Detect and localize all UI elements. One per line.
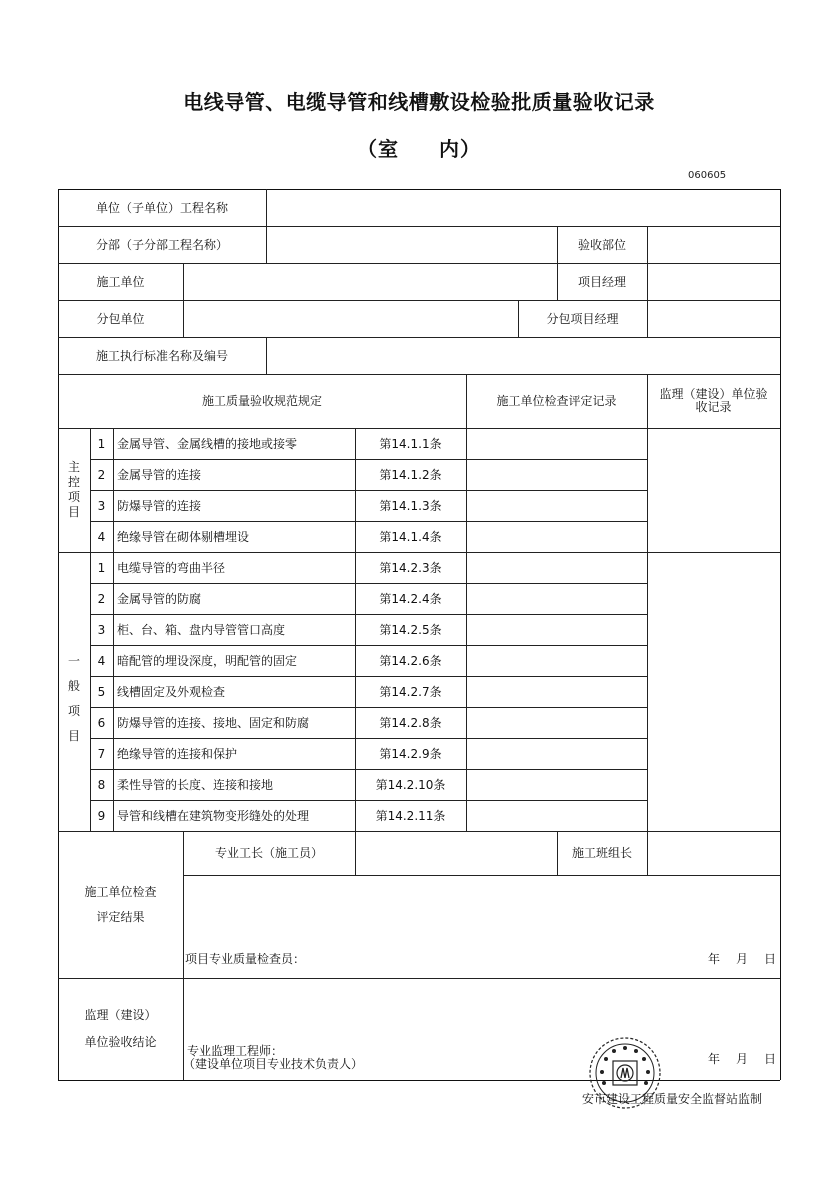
supervision-label-line1: 监理（建设） <box>84 1008 157 1022</box>
row-record-field[interactable] <box>467 800 647 831</box>
row-item: 金属导管、金属线槽的接地或接零 <box>117 436 298 451</box>
row-clause: 第14.2.3条 <box>379 560 442 575</box>
row-clause: 第14.1.3条 <box>379 498 442 513</box>
general-items-group-label <box>58 552 90 831</box>
constructor-record-header: 施工单位检查评定记录 <box>496 394 617 408</box>
row-clause: 第14.2.4条 <box>379 591 442 606</box>
project-manager-label: 项目经理 <box>577 274 626 289</box>
row-record-field[interactable] <box>467 738 647 769</box>
supervision-conclusion-field[interactable] <box>184 979 780 1041</box>
row-clause: 第14.1.2条 <box>379 467 442 482</box>
construction-check-result-field[interactable] <box>184 876 780 946</box>
supervision-label <box>58 978 183 1080</box>
construction-check-label-line1: 施工单位检查 <box>84 884 157 899</box>
division-label: 分部（子分部工程名称） <box>95 237 228 252</box>
unit-project-name-label: 单位（子单位）工程名称 <box>95 200 228 215</box>
row-number: 1 <box>97 560 106 575</box>
row-clause: 第14.2.6条 <box>379 653 442 668</box>
row-record-field[interactable] <box>467 583 647 614</box>
row-record-field[interactable] <box>467 707 647 738</box>
row-clause: 第14.1.4条 <box>379 529 442 544</box>
subcontractor-field[interactable] <box>184 300 518 337</box>
row-record-field[interactable] <box>467 428 647 459</box>
construction-unit-field[interactable] <box>184 263 557 300</box>
row-number: 2 <box>97 467 106 482</box>
row-number: 6 <box>97 715 106 730</box>
group-char: 控 <box>67 475 80 489</box>
form-code: 060605 <box>688 170 727 181</box>
row-record-field[interactable] <box>467 552 647 583</box>
project-manager-field[interactable] <box>648 263 780 300</box>
row-number: 3 <box>97 498 106 513</box>
construction-check-label-line2: 评定结果 <box>96 909 145 924</box>
foreman-field[interactable] <box>356 831 557 875</box>
subtitle-close: 内） <box>439 137 481 161</box>
row-item: 线槽固定及外观检查 <box>117 684 226 699</box>
foreman-label: 专业工长（施工员） <box>214 846 323 860</box>
form-title: 电线导管、电缆导管和线槽敷设检验批质量验收记录 <box>183 90 655 114</box>
row-item: 导管和线槽在建筑物变形缝处的处理 <box>117 808 310 823</box>
supervision-label-line2: 单位验收结论 <box>84 1035 157 1049</box>
row-clause: 第14.2.9条 <box>379 746 442 761</box>
supervisor-record-header <box>647 374 780 428</box>
row-number: 1 <box>97 436 106 451</box>
group-char: 项 <box>67 490 80 504</box>
row-number: 9 <box>97 808 106 823</box>
division-field[interactable] <box>267 226 557 263</box>
main-items-supervisor-record-field[interactable] <box>648 428 780 552</box>
supervisor-record-header-line1: 监理（建设）单位验 <box>659 387 768 401</box>
group-char: 项 <box>67 703 80 718</box>
main-items-group-label <box>58 428 90 552</box>
team-leader-label: 施工班组长 <box>571 846 632 860</box>
group-char: 一 <box>67 653 80 668</box>
general-items-supervisor-record-field[interactable] <box>648 552 780 831</box>
row-item: 暗配管的埋设深度，明配管的固定 <box>117 653 298 668</box>
row-record-field[interactable] <box>467 490 647 521</box>
acceptance-part-field[interactable] <box>648 226 780 263</box>
row-number: 2 <box>97 591 106 606</box>
row-clause: 第14.2.8条 <box>379 715 442 730</box>
group-char: 主 <box>67 460 80 474</box>
row-item: 防爆导管的连接、接地、固定和防腐 <box>117 715 310 730</box>
row-record-field[interactable] <box>467 645 647 676</box>
row-number: 8 <box>97 777 106 792</box>
row-record-field[interactable] <box>467 769 647 800</box>
row-item: 柜、台、箱、盘内导管管口高度 <box>117 622 286 637</box>
row-record-field[interactable] <box>467 521 647 552</box>
row-item: 金属导管的防腐 <box>117 591 202 606</box>
unit-project-name-field[interactable] <box>267 189 780 226</box>
row-clause: 第14.2.10条 <box>375 777 446 792</box>
standard-label: 施工执行标准名称及编号 <box>95 348 228 363</box>
supervision-date: 年 月 日 <box>708 1052 779 1066</box>
row-number: 7 <box>97 746 106 761</box>
row-number: 3 <box>97 622 106 637</box>
group-char: 般 <box>67 678 80 693</box>
quality-inspector-label: 项目专业质量检查员： <box>185 952 306 966</box>
subcontractor-label: 分包单位 <box>96 311 145 326</box>
row-clause: 第14.2.5条 <box>379 622 442 637</box>
standard-field[interactable] <box>267 337 780 374</box>
sub-project-manager-field[interactable] <box>648 300 780 337</box>
construction-check-label <box>58 831 183 978</box>
row-number: 4 <box>97 529 106 544</box>
row-item: 柔性导管的长度、连接和接地 <box>117 777 274 792</box>
row-record-field[interactable] <box>467 459 647 490</box>
row-clause: 第14.2.7条 <box>379 684 442 699</box>
construction-tech-lead-label: （建设单位项目专业技术负责人） <box>183 1056 364 1071</box>
row-number: 5 <box>97 684 106 699</box>
form-subtitle <box>0 133 838 162</box>
row-clause: 第14.1.1条 <box>379 436 442 451</box>
row-item: 金属导管的连接 <box>117 467 202 482</box>
sub-project-manager-label: 分包项目经理 <box>546 311 619 326</box>
supervising-engineer-label: 专业监理工程师： <box>187 1043 284 1058</box>
group-char: 目 <box>67 505 80 519</box>
team-leader-field[interactable] <box>648 831 780 875</box>
issuer-footer: 安市建设工程质量安全监督站监制 <box>582 1092 763 1106</box>
row-number: 4 <box>97 653 106 668</box>
subtitle-open: （室 <box>357 137 399 161</box>
row-item: 绝缘导管的连接和保护 <box>117 746 238 761</box>
construction-check-date: 年 月 日 <box>708 952 779 966</box>
construction-unit-label: 施工单位 <box>96 274 145 289</box>
supervisor-record-header-line2: 收记录 <box>695 400 732 414</box>
group-char: 目 <box>67 728 80 743</box>
row-record-field[interactable] <box>467 676 647 707</box>
row-item: 电缆导管的弯曲半径 <box>117 560 226 575</box>
row-clause: 第14.2.11条 <box>375 808 446 823</box>
row-record-field[interactable] <box>467 614 647 645</box>
acceptance-part-label: 验收部位 <box>577 237 626 252</box>
row-item: 绝缘导管在砌体剔槽埋设 <box>117 529 250 544</box>
spec-header: 施工质量验收规范规定 <box>201 394 322 408</box>
row-item: 防爆导管的连接 <box>117 498 202 513</box>
